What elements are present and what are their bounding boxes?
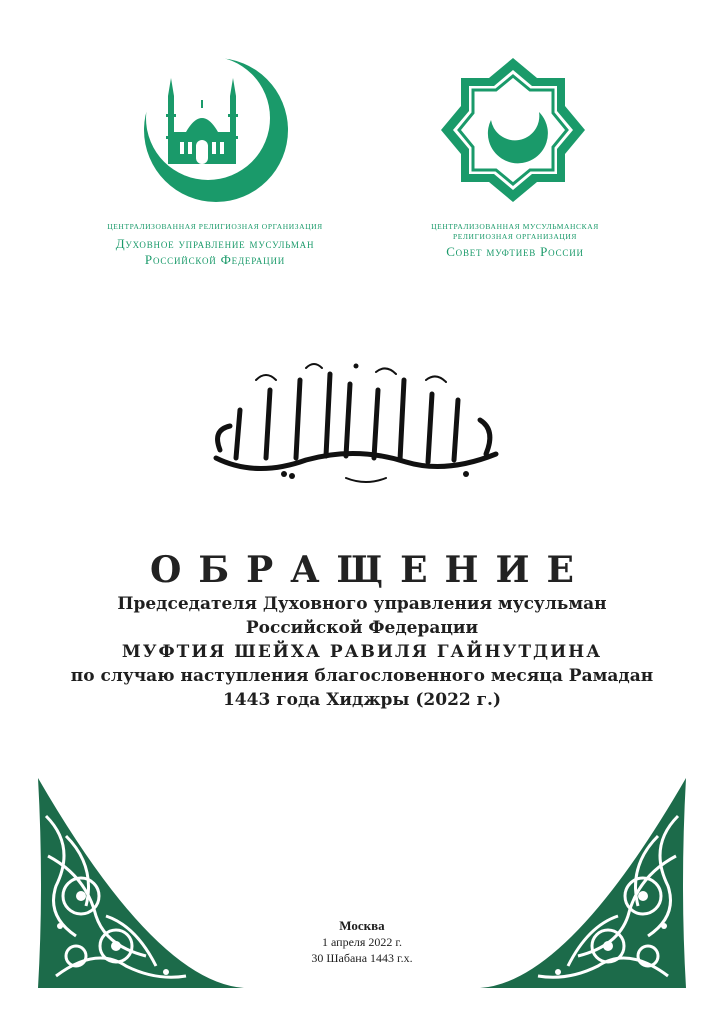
footer-date-gregorian: 1 апреля 2022 г. xyxy=(322,935,402,949)
subtitle-line-5: 1443 года Хиджры (2022 г.) xyxy=(222,690,502,710)
right-org-type-line1: ЦЕНТРАЛИЗОВАННАЯ МУСУЛЬМАНСКАЯ xyxy=(431,222,599,231)
basmala-calligraphy xyxy=(196,350,516,490)
right-org-type-line2: РЕЛИГИОЗНАЯ ОРГАНИЗАЦИЯ xyxy=(453,232,577,241)
address-title-block xyxy=(0,548,724,712)
left-corner-ornament xyxy=(36,776,246,994)
dumrf-logo xyxy=(138,56,290,202)
crescent-mosque-icon xyxy=(138,56,290,202)
document-title: ОБРАЩЕНИЕ xyxy=(150,549,591,591)
basmala-calligraphy-image xyxy=(196,350,516,490)
star-crescent-icon xyxy=(432,50,594,210)
arabesque-ornament-icon xyxy=(478,776,688,990)
subtitle-line-1: Председателя Духовного управления мусульман xyxy=(117,594,607,614)
right-corner-ornament xyxy=(478,776,688,994)
arabesque-ornament-icon xyxy=(36,776,246,990)
subtitle-line-2: Российской Федерации xyxy=(245,618,479,638)
smr-logo xyxy=(432,50,594,210)
left-org-caption xyxy=(80,222,350,268)
right-org-caption xyxy=(395,222,635,260)
left-org-name-line1: Духовное управление мусульман xyxy=(115,236,315,251)
subtitle-line-3: МУФТИЯ ШЕЙХА РАВИЛЯ ГАЙНУТДИНА xyxy=(121,642,603,662)
left-org-name-line2: Российской Федерации xyxy=(144,252,286,267)
subtitle-line-4: по случаю наступления благословенного месяца Рамадан xyxy=(70,666,654,686)
right-org-name: Совет муфтиев России xyxy=(446,244,584,259)
footer-date-hijri: 30 Шабана 1443 г.х. xyxy=(311,951,413,965)
document-footer xyxy=(262,917,462,966)
left-org-type: ЦЕНТРАЛИЗОВАННАЯ РЕЛИГИОЗНАЯ ОРГАНИЗАЦИЯ xyxy=(107,222,323,231)
footer-city: Москва xyxy=(339,918,385,933)
